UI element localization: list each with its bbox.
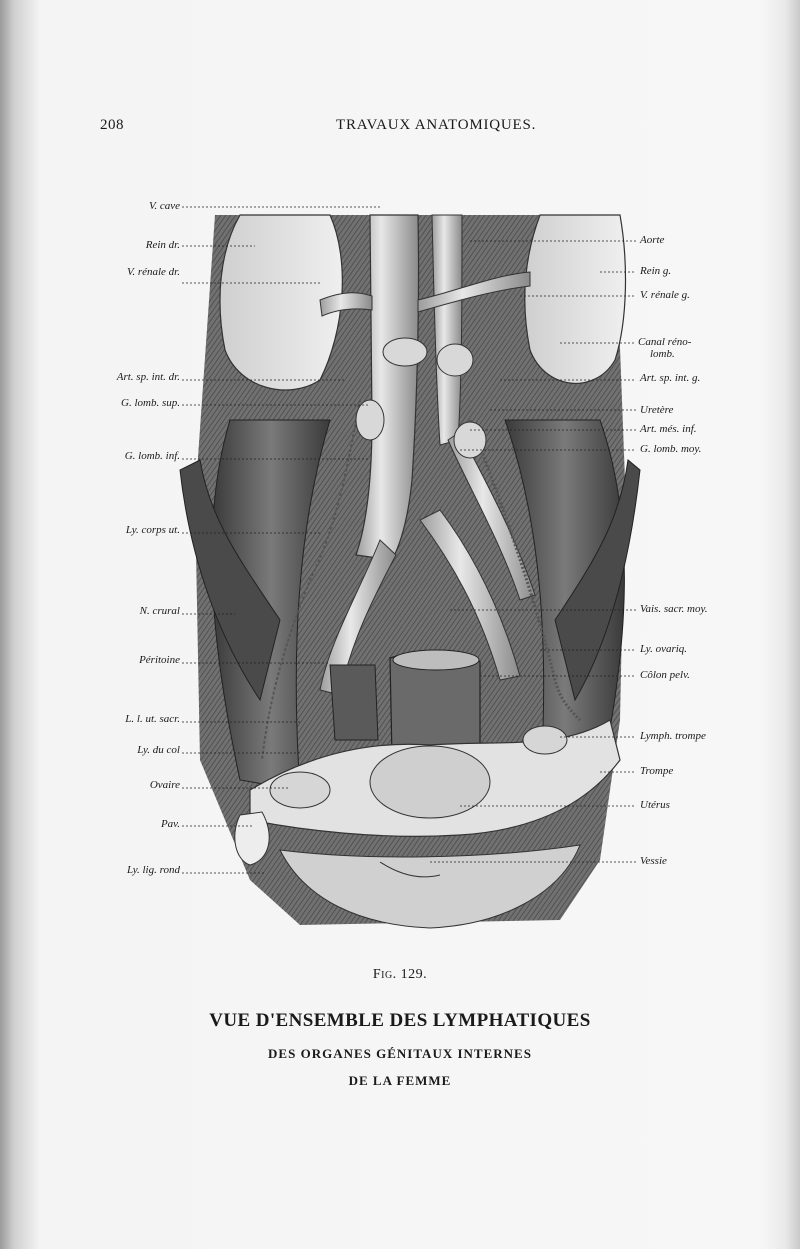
label-art-sp-int-g: Art. sp. int. g. xyxy=(640,372,701,384)
label-trompe: Trompe xyxy=(640,765,674,777)
label-g-lomb-sup: G. lomb. sup. xyxy=(121,397,180,409)
label-vessie: Vessie xyxy=(640,855,667,867)
label-art-sp-int-dr: Art. sp. int. dr. xyxy=(116,371,180,383)
label-rein-dr: Rein dr. xyxy=(145,239,180,251)
label-rein-g: Rein g. xyxy=(640,265,672,277)
label-ly-lig-rond: Ly. lig. rond xyxy=(126,864,180,876)
label-vais-sacr-moy: Vais. sacr. moy. xyxy=(640,603,708,615)
label-peritoine: Péritoine xyxy=(139,654,180,666)
running-title: TRAVAUX ANATOMIQUES. xyxy=(336,117,537,133)
label-lymph-trompe: Lymph. trompe xyxy=(640,730,706,742)
label-art-mes-inf: Art. més. inf. xyxy=(640,423,697,435)
figure-title-line-2: DES ORGANES GÉNITAUX INTERNES xyxy=(268,1046,532,1061)
label-ly-corps-ut: Ly. corps ut. xyxy=(125,524,180,536)
label-g-lomb-inf: G. lomb. inf. xyxy=(124,450,180,462)
figure-title-line-3: DE LA FEMME xyxy=(348,1073,452,1088)
label-v-renale-dr: V. rénale dr. xyxy=(127,266,180,278)
label-aorte: Aorte xyxy=(640,234,665,246)
figure-title-line-1: VUE D'ENSEMBLE DES LYMPHATIQUES xyxy=(209,1010,591,1031)
label-uterus: Utérus xyxy=(640,799,670,811)
label-g-lomb-moy: G. lomb. moy. xyxy=(640,443,702,455)
label-v-cave: V. cave xyxy=(149,200,180,212)
label-ly-ovariq: Ly. ovariq. xyxy=(640,643,688,655)
label-colon-pelv: Côlon pelv. xyxy=(640,669,690,681)
label-canal-reno: Canal réno- xyxy=(638,336,692,348)
label-lomb: lomb. xyxy=(650,348,675,360)
figure-number: Fig. 129. xyxy=(372,967,428,982)
label-uretere: Uretère xyxy=(640,404,674,416)
page-number: 208 xyxy=(100,117,124,133)
label-ovaire: Ovaire xyxy=(149,779,180,791)
label-n-crural: N. crural xyxy=(139,605,180,617)
label-pav: Pav. xyxy=(160,818,180,830)
label-v-renale-g: V. rénale g. xyxy=(640,289,690,301)
label-ly-du-col: Ly. du col xyxy=(137,744,180,756)
label-l-l-ut-sacr: L. l. ut. sacr. xyxy=(125,713,180,725)
